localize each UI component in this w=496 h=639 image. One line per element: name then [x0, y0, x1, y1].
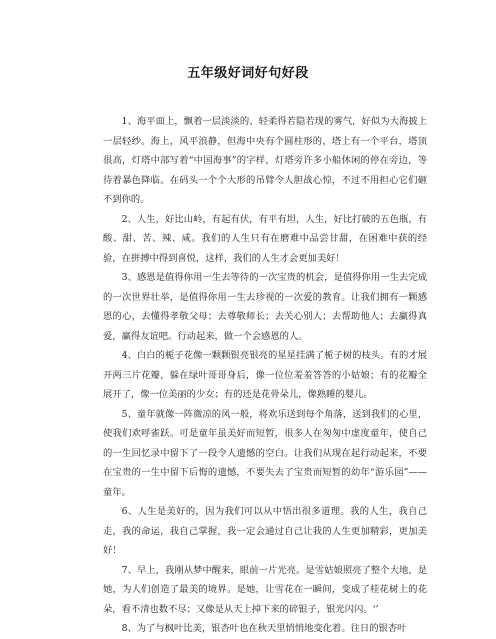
paragraph: 8、为了与枫叶比美，银杏叶也在秋天里悄悄地变化着。往日的银杏叶: [121, 623, 407, 634]
document-body: [103, 112, 427, 639]
paragraph: 6、人生是美好的，因为我们可以从中悟出很多道理。我的人生，我自己走，我的命运，我自己掌握，我一定会通过自己让我的人生更加精彩，更加美好！: [103, 506, 427, 556]
paragraph: 2、人生，好比山岭，有起有伏，有平有坦，人生，好比打破的五色瓶，有酸、甜、苦、辣、咸。我们的人生只有在磨难中品尝甘甜，在困难中获的经验，在拼搏中得到喜悦，这样，我们的人生才会更加美好！: [103, 213, 427, 264]
paragraph: 1、海平面上，飘着一层淡淡的、轻柔得若隐若现的雾气，好似为大海披上一层轻纱。海上，风平浪静，但海中央有个圆柱形的，塔上有一个平台，塔顶很高，灯塔中部写着“中国海事”的字样，灯塔旁许多小船休闲的停在旁边，等待着暴色降临。在码头一个个大形的吊臂令人胆战心惊，不过不用担心它们砸不到你的。: [103, 116, 427, 205]
document-title: 五年级好词好句好段: [187, 66, 309, 81]
paragraph: 5、童年就像一阵微凉的风一般，将欢乐送到每个角落，送到我们的心里，使我们欢呼雀跃。可是童年虽美好而短暂，很多人在匆匆中虚度童年，使自己的一生回忆录中留下了一段令人遗憾的空白。让我们从现在起行动起来，不要在宝贵的一生中留下后悔的遗憾，不要失去了宝贵而短暂的幼年“游乐园”——童年。: [103, 408, 427, 498]
paragraph: 3、感恩是值得你用一生去等待的一次宝贵的机会，是值得你用一生去完成的一次世界壮举，是值得你用一生去珍视的一次爱的教育。让我们拥有一颗感恩的心，去懂得孝敬父母；去尊敬师长；去关心别人；去帮助他人；去赢得真爱，赢得友谊吧。行动起来，做一个会感恩的人。: [103, 272, 427, 342]
paragraph: 7、早上，我刚从梦中醒来，眼前一片光亮。是雪姑娘照亮了整个大地，是她，为人们创造了最美的境界。是她，让雪花在一瞬间，变成了桂花树上的花朵，看不清也数不尽；又像是从天上掉下来的碎银子，银光闪闪。‘’: [103, 564, 427, 615]
paragraph: 4、白白的栀子花像一颗颗银亮银亮的星星挂满了栀子树的枝头。有的才展开两三片花瓣，躲在绿叶哥哥身后，像一位位羞羞答答的小姑娘；有的花瓣全展开了，像一位美丽的少女；有的还是花骨朵儿，像熟睡的婴儿。: [103, 350, 427, 400]
